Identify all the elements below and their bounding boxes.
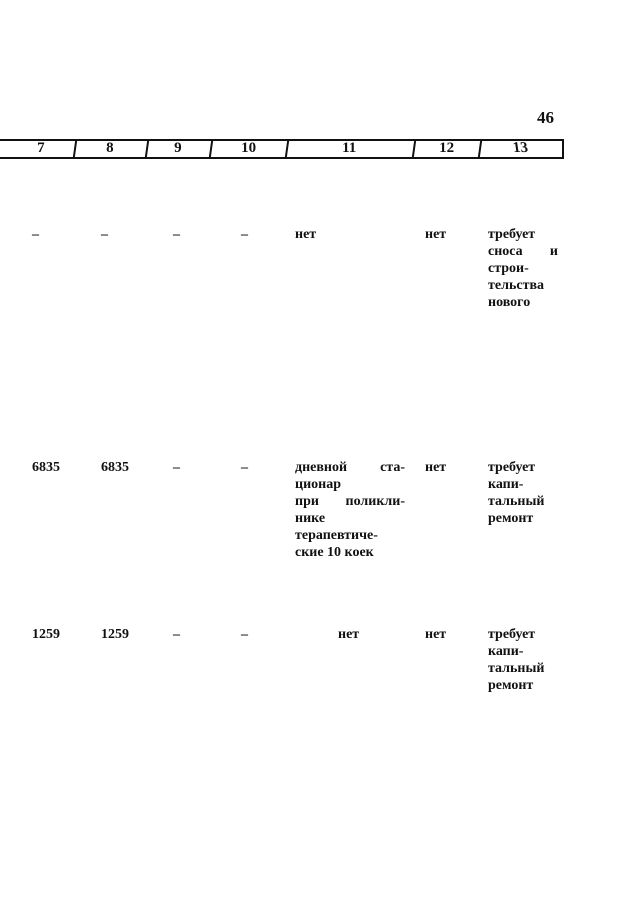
- cell-col-13: [488, 626, 558, 694]
- cell-col-12: нет: [425, 227, 447, 242]
- cell-col-7: 1259: [32, 627, 60, 642]
- text-line: нике: [295, 511, 326, 526]
- cell-col-7: –: [32, 227, 39, 242]
- text-line: ские 10 коек: [295, 545, 374, 560]
- text-line: капи-: [488, 644, 524, 659]
- cell-col-9: –: [173, 627, 180, 642]
- cell-col-10: –: [241, 627, 248, 642]
- cell-col-13: [488, 226, 558, 311]
- cell-col-11: [295, 459, 405, 561]
- text-line: сноса и: [488, 244, 558, 259]
- column-header-11: 11: [285, 141, 416, 157]
- cell-col-12: нет: [425, 627, 447, 642]
- cell-col-8: –: [101, 227, 108, 242]
- text-line: требует: [488, 227, 536, 242]
- column-header-9: 9: [145, 141, 213, 157]
- page-number: 46: [537, 108, 554, 127]
- cell-col-8: 6835: [101, 460, 129, 475]
- text-line: тальный: [488, 494, 545, 509]
- text-line: строи-: [488, 261, 529, 276]
- column-header-10: 10: [209, 141, 289, 157]
- text-line: ремонт: [488, 678, 534, 693]
- text-line: терапевтиче-: [295, 528, 378, 543]
- cell-col-7: 6835: [32, 460, 60, 475]
- text-line: нового: [488, 295, 531, 310]
- text-line: тельства: [488, 278, 544, 293]
- column-header-7: 7: [0, 141, 77, 157]
- column-header-12: 12: [412, 141, 482, 157]
- cell-col-10: –: [241, 227, 248, 242]
- cell-col-12: нет: [425, 460, 447, 475]
- text-line: ремонт: [488, 511, 534, 526]
- text-line: тальный: [488, 661, 545, 676]
- cell-col-8: 1259: [101, 627, 129, 642]
- column-header-8: 8: [73, 141, 149, 157]
- cell-col-9: –: [173, 460, 180, 475]
- text-line: дневной ста-: [295, 460, 405, 475]
- text-line: при поликли-: [295, 494, 405, 509]
- cell-col-9: –: [173, 227, 180, 242]
- cell-col-13: [488, 459, 558, 527]
- cell-col-11: нет: [295, 227, 317, 242]
- column-header-13: 13: [511, 140, 530, 156]
- text-line: капи-: [488, 477, 524, 492]
- text-line: ционар: [295, 477, 341, 492]
- table-header: [0, 139, 564, 159]
- text-line: требует: [488, 627, 536, 642]
- cell-col-10: –: [241, 460, 248, 475]
- text-line: требует: [488, 460, 536, 475]
- cell-col-11: нет: [338, 627, 360, 642]
